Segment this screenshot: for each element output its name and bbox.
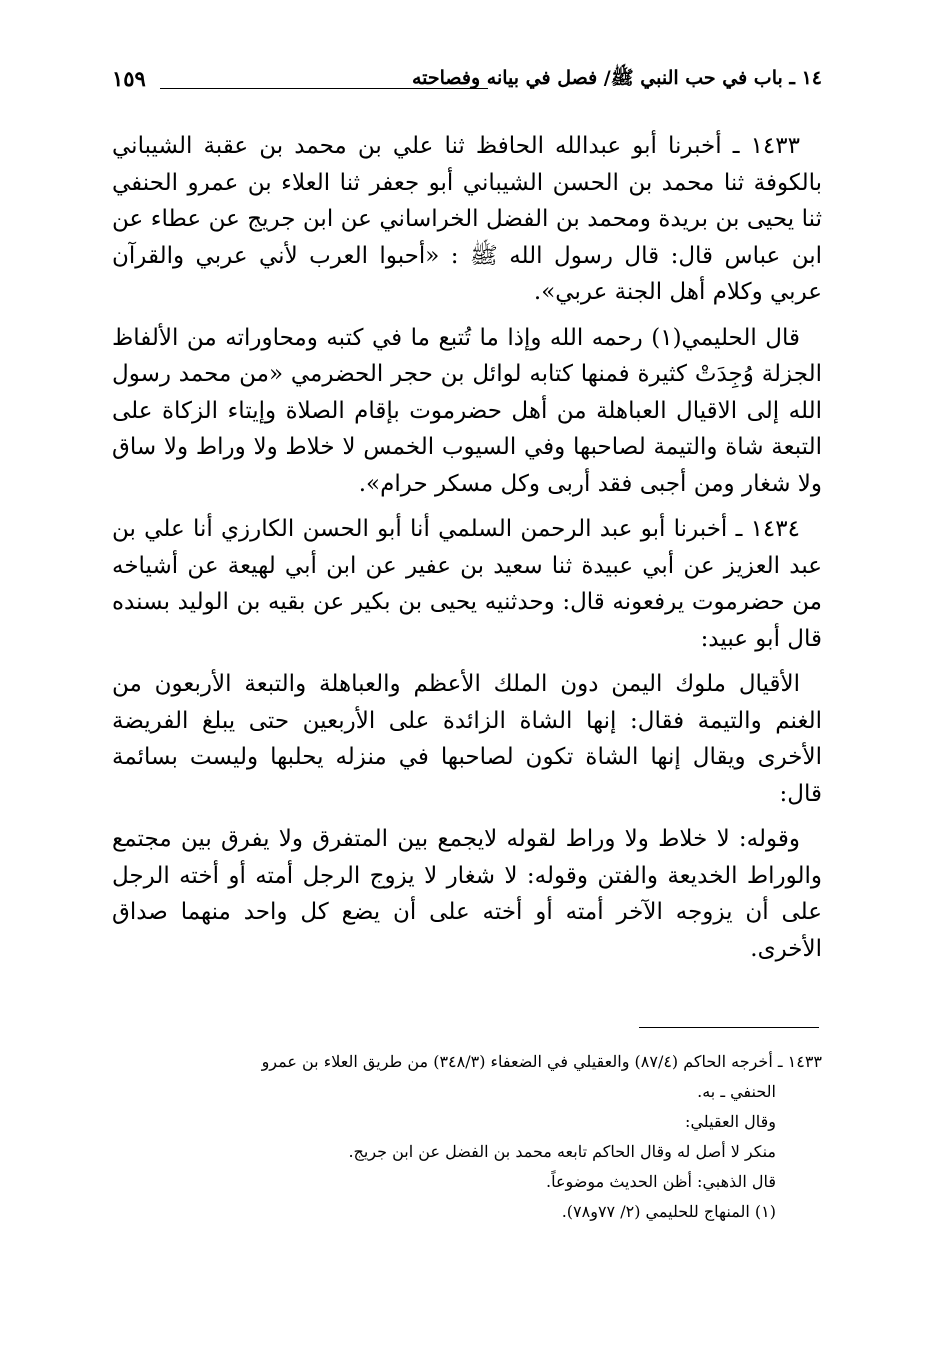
footnote-line: وقال العقيلي: — [685, 1112, 776, 1131]
abu-ubaid-explanation: الأقيال ملوك اليمن دون الملك الأعظم والعباهلة والتبعة الأربعون من الغنم والتيمة فقال: إنها الشاة الزائدة على الأربعين حتى يبلغ الفريضة الأخرى ويقال إنها الشاة تكون لصاحبها في منزله يحلبها وليست بسائمة قال: — [112, 671, 822, 807]
chapter-title: ١٤ ـ باب في حب النبي ﷺ/ فصل في بيانه وفصاحته — [411, 67, 822, 89]
hadith-1434: ١٤٣٤ ـ أخبرنا أبو عبد الرحمن السلمي أنا أبو الحسن الكارزي أنا علي بن عبد العزيز عن أبي عبيدة ثنا سعيد بن عفير عن ابن أبي لهيعة عن أشياخه من حضرموت يرفعونه قال: وحدثنيه يحيى بن بكير عن بقيه بن الوليد بسنده قال أبو عبيد: — [112, 516, 822, 652]
running-header — [112, 64, 822, 104]
footnote-line: منكر لا أصل له وقال الحاكم تابعه محمد بن الفضل عن ابن جريج. — [348, 1142, 776, 1161]
footnote-rule — [639, 1027, 819, 1028]
footnotes — [112, 1047, 822, 1227]
main-text — [112, 128, 822, 976]
footnote-line: ١٤٣٣ ـ أخرجه الحاكم (٨٧/٤) والعقيلي في الضعفاء (٣٤٨/٣) من طريق العلاء بن عمرو — [261, 1052, 822, 1071]
footnote-line: الحنفي ـ به. — [697, 1082, 776, 1101]
footnote-line: قال الذهبي: أظن الحديث موضوعاً. — [546, 1172, 776, 1191]
page-number: ١٥٩ — [112, 66, 146, 91]
halimi-commentary: قال الحليمي(١) رحمه الله وإذا ما تُتبع ما في كتبه ومحاوراته من الألفاظ الجزلة وُجِدَتْ كثيرة فمنها كتابه لوائل بن حجر الحضرمي «من محمد رسول الله إلى الاقيال العباهلة من أهل حضرموت بإقام الصلاة وإيتاء الزكاة على التبعة شاة والتيمة لصاحبها وفي السيوب الخمس لا خلاط ولا وراط ولا ساق ولا شغار ومن أجبى فقد أربى وكل مسكر حرام». — [112, 324, 822, 497]
khilat-explanation: وقوله: لا خلاط ولا وراط لقوله لايجمع بين المتفرق ولا يفرق بين مجتمع والوراط الخديعة والفتن وقوله: لا شغار لا يزوج الرجل أمته أو أخته الرجل على أن يزوجه الآخر أمته أو أخته على أن يضع كل واحد منهما صداق الأخرى. — [112, 826, 822, 962]
footnote-line: (١) المنهاج للحليمي (٢/ ٧٧و٧٨). — [561, 1202, 776, 1221]
hadith-1433: ١٤٣٣ ـ أخبرنا أبو عبدالله الحافظ ثنا علي بن محمد بن عقبة الشيباني بالكوفة ثنا محمد بن الحسن الشيباني أبو جعفر ثنا العلاء بن عمرو الحنفي ثنا يحيى بن بريدة ومحمد بن الفضل الخراساني عن ابن جريج عن عطاء عن ابن عباس قال: قال رسول الله ﷺ : «أحبوا العرب لأني عربي والقرآن عربي وكلام أهل الجنة عربي». — [112, 133, 822, 305]
header-rule — [160, 88, 488, 89]
